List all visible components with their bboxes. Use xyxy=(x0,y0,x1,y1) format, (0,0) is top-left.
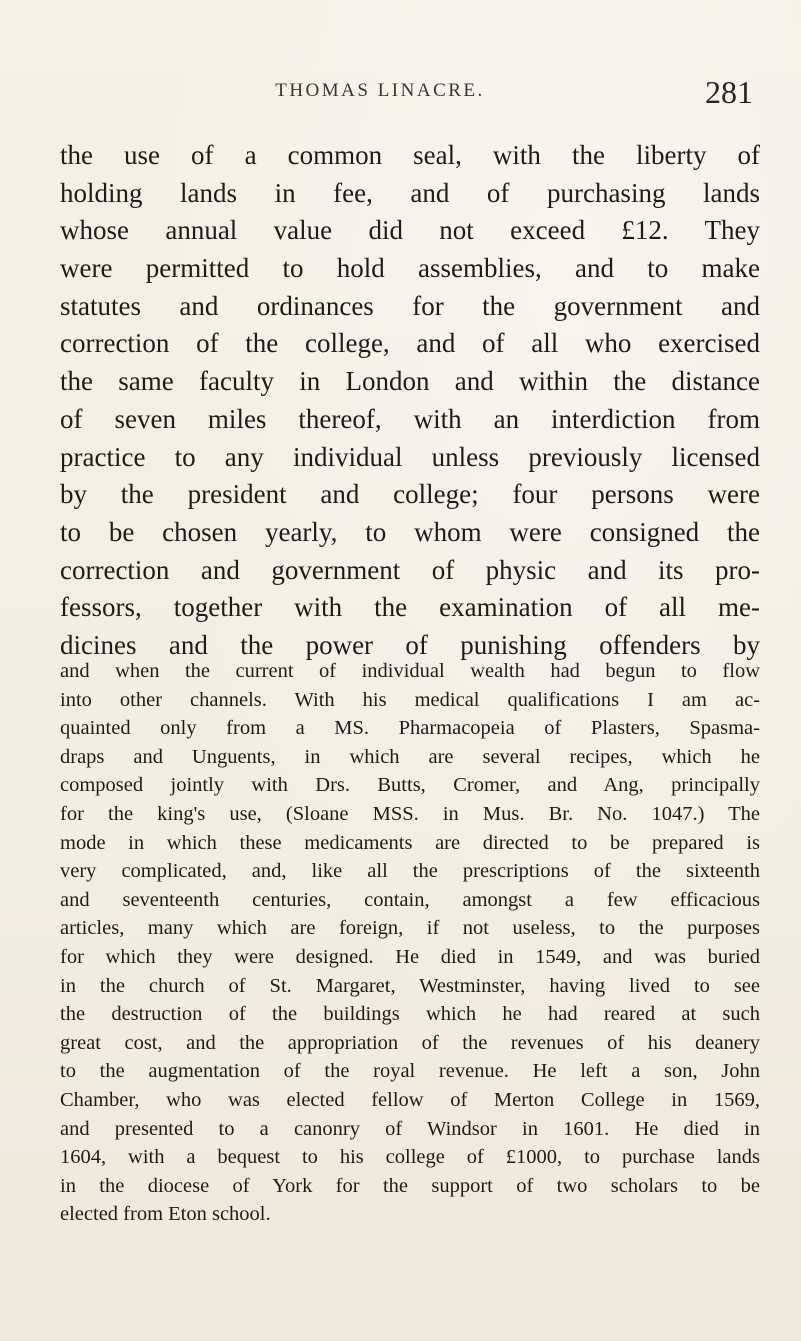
main-text-block xyxy=(60,137,760,665)
footnote-line: elected from Eton school. xyxy=(60,1203,271,1226)
text-line: holding lands in fee, and of purchasing lands xyxy=(60,177,760,208)
text-line: were permitted to hold assemblies, and to make xyxy=(60,253,760,284)
footnote-line: articles, many which are foreign, if not useless, to the purposes xyxy=(60,917,760,940)
footnote-line: for which they were designed. He died in 1549, and was buried xyxy=(60,945,760,968)
text-line: the same faculty in London and within the distance xyxy=(60,366,760,397)
text-line: fessors, together with the examination of all me- xyxy=(60,592,760,623)
running-head xyxy=(0,74,801,118)
text-line: practice to any individual unless previously licensed xyxy=(60,441,760,472)
page-number: 281 xyxy=(705,74,753,110)
footnote-line: and presented to a canonry of Windsor in 1601. He died in xyxy=(60,1117,760,1140)
footnote-line: composed jointly with Drs. Butts, Cromer, and Ang, principally xyxy=(60,774,760,797)
running-title: THOMAS LINACRE. xyxy=(275,80,485,101)
footnote-line: great cost, and the appropriation of the revenues of his deanery xyxy=(60,1031,760,1054)
footnote-line: 1604, with a bequest to his college of £1000, to purchase lands xyxy=(60,1146,760,1169)
text-line: statutes and ordinances for the government and xyxy=(60,290,760,321)
footnote-line: into other channels. With his medical qualifications I am ac- xyxy=(60,688,760,711)
text-line: dicines and the power of punishing offenders by xyxy=(60,629,760,660)
footnote-line: quainted only from a MS. Pharmacopeia of Plasters, Spasma- xyxy=(60,717,760,740)
text-line: correction and government of physic and its pro- xyxy=(60,554,760,585)
text-line: whose annual value did not exceed £12. They xyxy=(60,215,760,246)
footnote-line: Chamber, who was elected fellow of Merton College in 1569, xyxy=(60,1088,760,1111)
footnote-block xyxy=(60,657,760,1229)
footnote-line: draps and Unguents, in which are several recipes, which he xyxy=(60,745,760,768)
footnote-line: for the king's use, (Sloane MSS. in Mus. Br. No. 1047.) The xyxy=(60,802,760,825)
footnote-line: in the church of St. Margaret, Westminster, having lived to see xyxy=(60,974,760,997)
footnote-line: to the augmentation of the royal revenue. He left a son, John xyxy=(60,1060,760,1083)
text-line: by the president and college; four persons were xyxy=(60,479,760,510)
footnote-line: mode in which these medicaments are directed to be prepared is xyxy=(60,831,760,854)
footnote-line: very complicated, and, like all the prescriptions of the sixteenth xyxy=(60,860,760,883)
footnote-line: in the diocese of York for the support of two scholars to be xyxy=(60,1174,760,1197)
footnote-line: and when the current of individual wealth had begun to flow xyxy=(60,660,760,682)
text-line: to be chosen yearly, to whom were consigned the xyxy=(60,516,760,547)
footnote-line: and seventeenth centuries, contain, amongst a few efficacious xyxy=(60,888,760,911)
text-line: the use of a common seal, with the liberty of xyxy=(60,140,760,170)
text-line: correction of the college, and of all who exercised xyxy=(60,328,760,359)
text-line: of seven miles thereof, with an interdiction from xyxy=(60,403,760,434)
footnote-line: the destruction of the buildings which he had reared at such xyxy=(60,1003,760,1026)
